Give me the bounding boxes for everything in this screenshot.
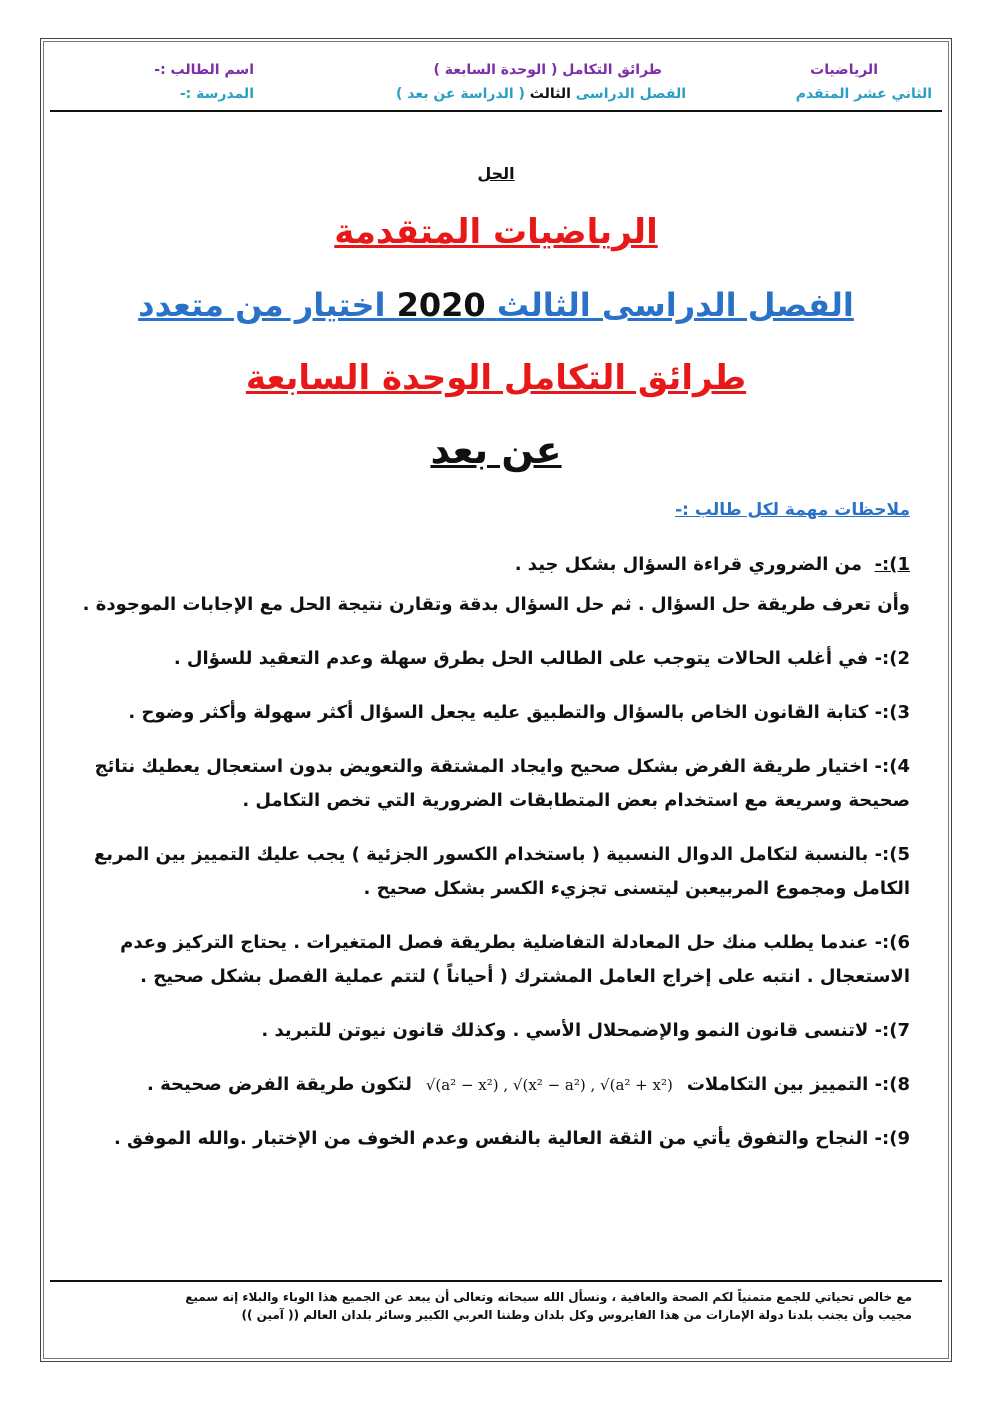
semester-title [50, 286, 942, 324]
unit-title: طرائق التكامل الوحدة السابعة [245, 358, 747, 398]
footer-line-2: مجيب وأن يجنب بلدنا دولة الإمارات من هذا الفايروس وكل بلدان وطننا العربي الكبير وسائر بلدان العالم (( آمين )) [241, 1308, 912, 1322]
header-grade: الثاني عشر المتقدم [795, 86, 932, 102]
note-1-text: من الضروري قراءة السؤال بشكل جيد . [514, 554, 863, 575]
footer-divider [50, 1280, 942, 1282]
header-subject: الرياضيات [810, 62, 878, 78]
header-unit-title: طرائق التكامل ( الوحدة السابعة ) [433, 62, 662, 78]
header-school: المدرسة :- [179, 86, 254, 102]
footer [60, 1288, 912, 1324]
note-8-end: لتكون طريقة الفرض صحيحة . [147, 1074, 412, 1095]
note-8 [80, 1068, 910, 1102]
note-6: 6):- عندما يطلب منك حل المعادلة التفاضلية بطريقة فصل المتغيرات . يحتاج التركيز وعدم الاستعجال . انتبه على إخراج العامل المشترك ( أحياناً ) لتتم عملية الفصل بشكل صحيح . [120, 932, 910, 987]
notes-heading: ملاحظات مهمة لكل طالب :- [675, 500, 910, 520]
semester-title-suffix: اختيار من متعدد [138, 286, 386, 324]
note-7: 7):- لاتنسى قانون النمو والإضمحلال الأسي . وكذلك قانون نيوتن للتبريد . [261, 1020, 910, 1041]
semester-title-prefix: الفصل الدراسى الثالث [496, 286, 854, 324]
header-semester [396, 86, 686, 102]
header [50, 56, 940, 112]
header-semester-value: الثالث [529, 86, 571, 102]
note-2: 2):- في أغلب الحالات يتوجب على الطالب الحل بطرق سهلة وعدم التعقيد للسؤال . [173, 648, 910, 669]
main-title: الرياضيات المتقدمة [334, 212, 658, 252]
semester-year: 2020 [396, 286, 486, 324]
solution-label: الحل [477, 164, 515, 183]
note-5: 5):- بالنسبة لتكامل الدوال النسبية ( باستخدام الكسور الجزئية ) يجب عليك التمييز بين المربع الكامل ومجموع المربيعبن ليتسنى تجزيء الكسر بشكل صحيح . [94, 844, 910, 899]
note-8-start: 8):- التمييز بين التكاملات [686, 1074, 910, 1095]
note-3: 3):- كتابة القانون الخاص بالسؤال والتطبيق عليه يجعل السؤال أكثر سهولة وأكثر وضوح . [128, 702, 910, 723]
notes-list [80, 548, 910, 1176]
header-divider [50, 110, 942, 112]
note-1-number: 1):- [874, 554, 910, 575]
footer-line-1: مع خالص تحياتي للجمع متمنياً لكم الصحة والعافية ، ونسأل الله سبحانه وتعالى أن يبعد عن الجميع هذا الوباء والبلاء إنه سميع [185, 1290, 912, 1304]
header-student-name: اسم الطالب :- [154, 62, 254, 78]
note-1 [80, 548, 910, 582]
mode-title: عن بعد [430, 428, 562, 472]
header-study-mode: ( الدراسة عن بعد ) [395, 86, 525, 102]
note-9: 9):- النجاح والتفوق يأتي من الثقة العالية بالنفس وعدم الخوف من الإختبار .والله الموفق . [113, 1128, 910, 1149]
note-1-continuation: وأن تعرف طريقة حل السؤال . ثم حل السؤال بدقة وتقارن نتيجة الحل مع الإجابات الموجودة . [82, 594, 910, 615]
integral-forms-formula: √(a² − x²) , √(x² − a²) , √(a² + x²) [425, 1076, 673, 1094]
note-4: 4):- اختيار طريقة الفرض بشكل صحيح وايجاد المشتقة والتعويض بدون استعجال يعطيك نتائج صحيحة وسريعة مع استخدام بعض المتطابقات الضرورية التي تخص التكامل . [94, 756, 910, 811]
header-semester-label: الفصل الدراسى [575, 86, 686, 102]
